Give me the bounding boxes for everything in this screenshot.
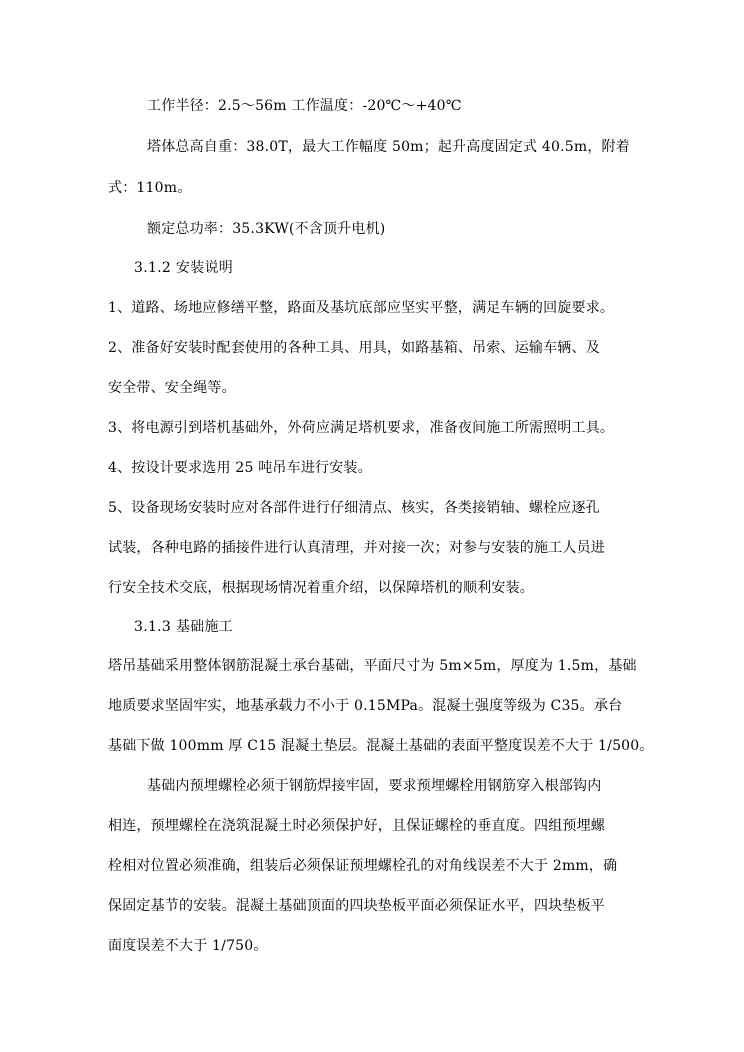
install-item-4: 4、按设计要求选用 25 吨吊车进行安装。 bbox=[108, 460, 372, 476]
install-item-3: 3、将电源引到塔机基础外，外荷应满足塔机要求，准备夜间施工所需照明工具。 bbox=[108, 420, 615, 436]
spec-tower-weight-line2: 式：110m。 bbox=[108, 180, 192, 196]
foundation-paragraph-2-line1: 基础内预埋螺栓必须于钢筋焊接牢固，要求预埋螺栓用钢筋穿入根部钩内 bbox=[147, 778, 602, 794]
install-item-5-line3: 行安全技术交底，根据现场情况着重介绍，以保障塔机的顺利安装。 bbox=[108, 580, 534, 596]
foundation-paragraph-1-line2: 地质要求坚固牢实，地基承载力不小于 0.15MPa。混凝土强度等级为 C35。承台 bbox=[108, 698, 623, 714]
install-item-2-line1: 2、准备好安装时配套使用的各种工具、用具，如路基箱、吊索、运输车辆、及 bbox=[108, 340, 600, 356]
spec-working-radius-temperature: 工作半径：2.5～56m 工作温度：-20℃～+40℃ bbox=[147, 98, 462, 114]
foundation-paragraph-2-line4: 保固定基节的安装。混凝土基础顶面的四块垫板平面必须保证水平，四块垫板平 bbox=[108, 898, 605, 914]
foundation-paragraph-2-line5: 面度误差不大于 1/750。 bbox=[108, 938, 268, 954]
foundation-paragraph-2-line2: 相连，预埋螺栓在浇筑混凝土时必须保护好，且保证螺栓的垂直度。四组预埋螺 bbox=[108, 818, 605, 834]
foundation-paragraph-1-line1: 塔吊基础采用整体钢筋混凝土承台基础，平面尺寸为 5m×5m，厚度为 1.5m，基础 bbox=[108, 658, 637, 674]
install-item-5-line2: 试装，各种电路的插接件进行认真清理，并对接一次；对参与安装的施工人员进 bbox=[108, 540, 605, 556]
foundation-paragraph-1-line3: 基础下做 100mm 厚 C15 混凝土垫层。混凝土基础的表面平整度误差不大于 1/500。 bbox=[108, 738, 654, 754]
section-foundation-title: 3.1.3 基础施工 bbox=[134, 619, 234, 635]
install-item-5-line1: 5、设备现场安装时应对各部件进行仔细清点、核实，各类接销轴、螺栓应逐孔 bbox=[108, 500, 600, 516]
install-item-2-line2: 安全带、安全绳等。 bbox=[108, 380, 236, 396]
install-item-1: 1、道路、场地应修缮平整，路面及基坑底部应坚实平整，满足车辆的回旋要求。 bbox=[108, 300, 615, 316]
foundation-paragraph-2-line3: 栓相对位置必须准确，组装后必须保证预埋螺栓孔的对角线误差不大于 2mm，确 bbox=[108, 858, 618, 874]
spec-rated-power: 额定总功率：35.3KW(不含顶升电机) bbox=[147, 221, 386, 237]
section-install-title: 3.1.2 安装说明 bbox=[134, 260, 234, 276]
spec-tower-weight-line1: 塔体总高自重：38.0T，最大工作幅度 50m；起升高度固定式 40.5m，附着 bbox=[147, 139, 630, 155]
